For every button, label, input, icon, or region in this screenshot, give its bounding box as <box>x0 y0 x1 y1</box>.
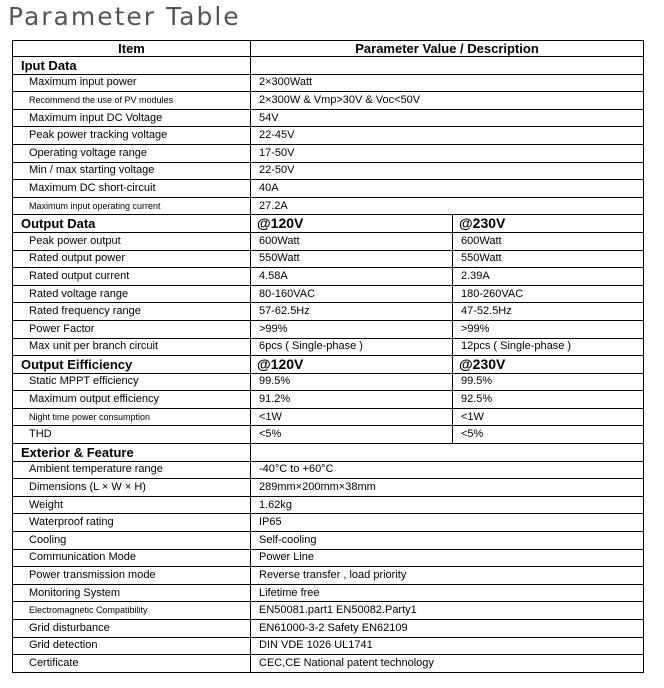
section-row-exterior <box>13 444 644 462</box>
page-title: Parameter Table <box>8 2 241 31</box>
row-label: Peak power output <box>13 232 251 250</box>
row-label: Rated output current <box>13 268 251 286</box>
row-label: Night time power consumption <box>13 408 251 426</box>
section-row-output <box>13 215 644 233</box>
row-value: DIN VDE 1026 UL1741 <box>251 637 644 655</box>
value-230v: 550Watt <box>453 250 644 268</box>
table-row <box>13 549 644 567</box>
table-row <box>13 391 644 409</box>
value-120v: >99% <box>251 320 453 338</box>
row-value: 17-50V <box>251 144 644 162</box>
table-row <box>13 637 644 655</box>
value-230v: 600Watt <box>453 232 644 250</box>
table-row <box>13 461 644 479</box>
table-row <box>13 109 644 127</box>
row-label: Maximum DC short-circuit <box>13 180 251 198</box>
row-label: Rated voltage range <box>13 285 251 303</box>
row-label: Certificate <box>13 655 251 673</box>
row-value: -40°C to +60°C <box>251 461 644 479</box>
value-120v: <1W <box>251 408 453 426</box>
row-value: 22-50V <box>251 162 644 180</box>
row-label: Weight <box>13 496 251 514</box>
value-120v: 6pcs ( Single-phase ) <box>251 338 453 356</box>
row-label: Rated frequency range <box>13 303 251 321</box>
column-230v: @230V <box>453 356 644 374</box>
row-value: Reverse transfer , load priority <box>251 567 644 585</box>
row-label: Grid detection <box>13 637 251 655</box>
table-row <box>13 655 644 673</box>
row-label: Power transmission mode <box>13 567 251 585</box>
row-label: Cooling <box>13 532 251 550</box>
table-header-row <box>13 41 644 57</box>
value-120v: 600Watt <box>251 232 453 250</box>
row-value: EN50081.part1 EN50082.Party1 <box>251 602 644 620</box>
section-title-exterior: Exterior & Feature <box>13 444 251 462</box>
column-230v: @230V <box>453 215 644 233</box>
section-title-efficiency: Output Eifficiency <box>13 356 251 374</box>
table-row <box>13 408 644 426</box>
row-value: EN61000-3-2 Safety EN62109 <box>251 620 644 638</box>
section-row-input <box>13 57 644 75</box>
row-label: Maximum output efficiency <box>13 391 251 409</box>
section-blank <box>251 444 644 462</box>
value-120v: 4.58A <box>251 268 453 286</box>
header-item: Item <box>13 41 251 57</box>
table-row <box>13 74 644 92</box>
row-label: Grid disturbance <box>13 620 251 638</box>
table-row <box>13 426 644 444</box>
parameter-table <box>12 40 644 673</box>
table-row <box>13 285 644 303</box>
header-value: Parameter Value / Description <box>251 41 644 57</box>
table-row <box>13 338 644 356</box>
row-value: 27.2A <box>251 197 644 215</box>
value-120v: 99.5% <box>251 373 453 391</box>
table-row <box>13 584 644 602</box>
row-value: 22-45V <box>251 127 644 145</box>
row-value: 2×300Watt <box>251 74 644 92</box>
value-230v: <1W <box>453 408 644 426</box>
value-230v: 92.5% <box>453 391 644 409</box>
table-row <box>13 514 644 532</box>
table-row <box>13 127 644 145</box>
value-230v: <5% <box>453 426 644 444</box>
row-label: Dimensions (L × W × H) <box>13 479 251 497</box>
table-row <box>13 567 644 585</box>
section-blank <box>251 57 644 75</box>
row-label: Communication Mode <box>13 549 251 567</box>
row-value: Power Line <box>251 549 644 567</box>
row-value: CEC,CE National patent technology <box>251 655 644 673</box>
row-label: Rated output power <box>13 250 251 268</box>
row-label: Ambient temperature range <box>13 461 251 479</box>
value-230v: 47-52.5Hz <box>453 303 644 321</box>
table-row <box>13 496 644 514</box>
value-120v: 80-160VAC <box>251 285 453 303</box>
row-value: 54V <box>251 109 644 127</box>
table-row <box>13 320 644 338</box>
table-row <box>13 92 644 110</box>
row-label: Min / max starting voltage <box>13 162 251 180</box>
row-label: Electromagnetic Compatibility <box>13 602 251 620</box>
row-label: Waterproof rating <box>13 514 251 532</box>
value-230v: 12pcs ( Single-phase ) <box>453 338 644 356</box>
table-body <box>13 57 644 673</box>
row-value: 40A <box>251 180 644 198</box>
row-value: IP65 <box>251 514 644 532</box>
row-label: Static MPPT efficiency <box>13 373 251 391</box>
row-value: 1.62kg <box>251 496 644 514</box>
table-row <box>13 532 644 550</box>
value-230v: >99% <box>453 320 644 338</box>
table-row <box>13 268 644 286</box>
value-120v: 57-62.5Hz <box>251 303 453 321</box>
row-label: Max unit per branch circuit <box>13 338 251 356</box>
section-row-efficiency <box>13 356 644 374</box>
row-label: Recommend the use of PV modules <box>13 92 251 110</box>
row-label: Maximum input operating current <box>13 197 251 215</box>
table-row <box>13 197 644 215</box>
row-label: Operating voltage range <box>13 144 251 162</box>
row-label: Peak power tracking voltage <box>13 127 251 145</box>
table-row <box>13 602 644 620</box>
table-row <box>13 479 644 497</box>
table-row <box>13 373 644 391</box>
value-120v: 91.2% <box>251 391 453 409</box>
table-row <box>13 144 644 162</box>
table-row <box>13 232 644 250</box>
column-120v: @120V <box>251 356 453 374</box>
row-label: Maximum input DC Voltage <box>13 109 251 127</box>
table-row <box>13 180 644 198</box>
value-230v: 99.5% <box>453 373 644 391</box>
column-120v: @120V <box>251 215 453 233</box>
row-value: 289mm×200mm×38mm <box>251 479 644 497</box>
row-value: Lifetime free <box>251 584 644 602</box>
value-230v: 2.39A <box>453 268 644 286</box>
section-title-input: Iput Data <box>13 57 251 75</box>
value-120v: <5% <box>251 426 453 444</box>
table-row <box>13 303 644 321</box>
row-value: 2×300W & Vmp>30V & Voc<50V <box>251 92 644 110</box>
row-label: Power Factor <box>13 320 251 338</box>
table-row <box>13 162 644 180</box>
table-row <box>13 620 644 638</box>
section-title-output: Output Data <box>13 215 251 233</box>
row-value: Self-cooling <box>251 532 644 550</box>
value-120v: 550Watt <box>251 250 453 268</box>
row-label: Monitoring System <box>13 584 251 602</box>
table-row <box>13 250 644 268</box>
row-label: Maximum input power <box>13 74 251 92</box>
row-label: THD <box>13 426 251 444</box>
value-230v: 180-260VAC <box>453 285 644 303</box>
